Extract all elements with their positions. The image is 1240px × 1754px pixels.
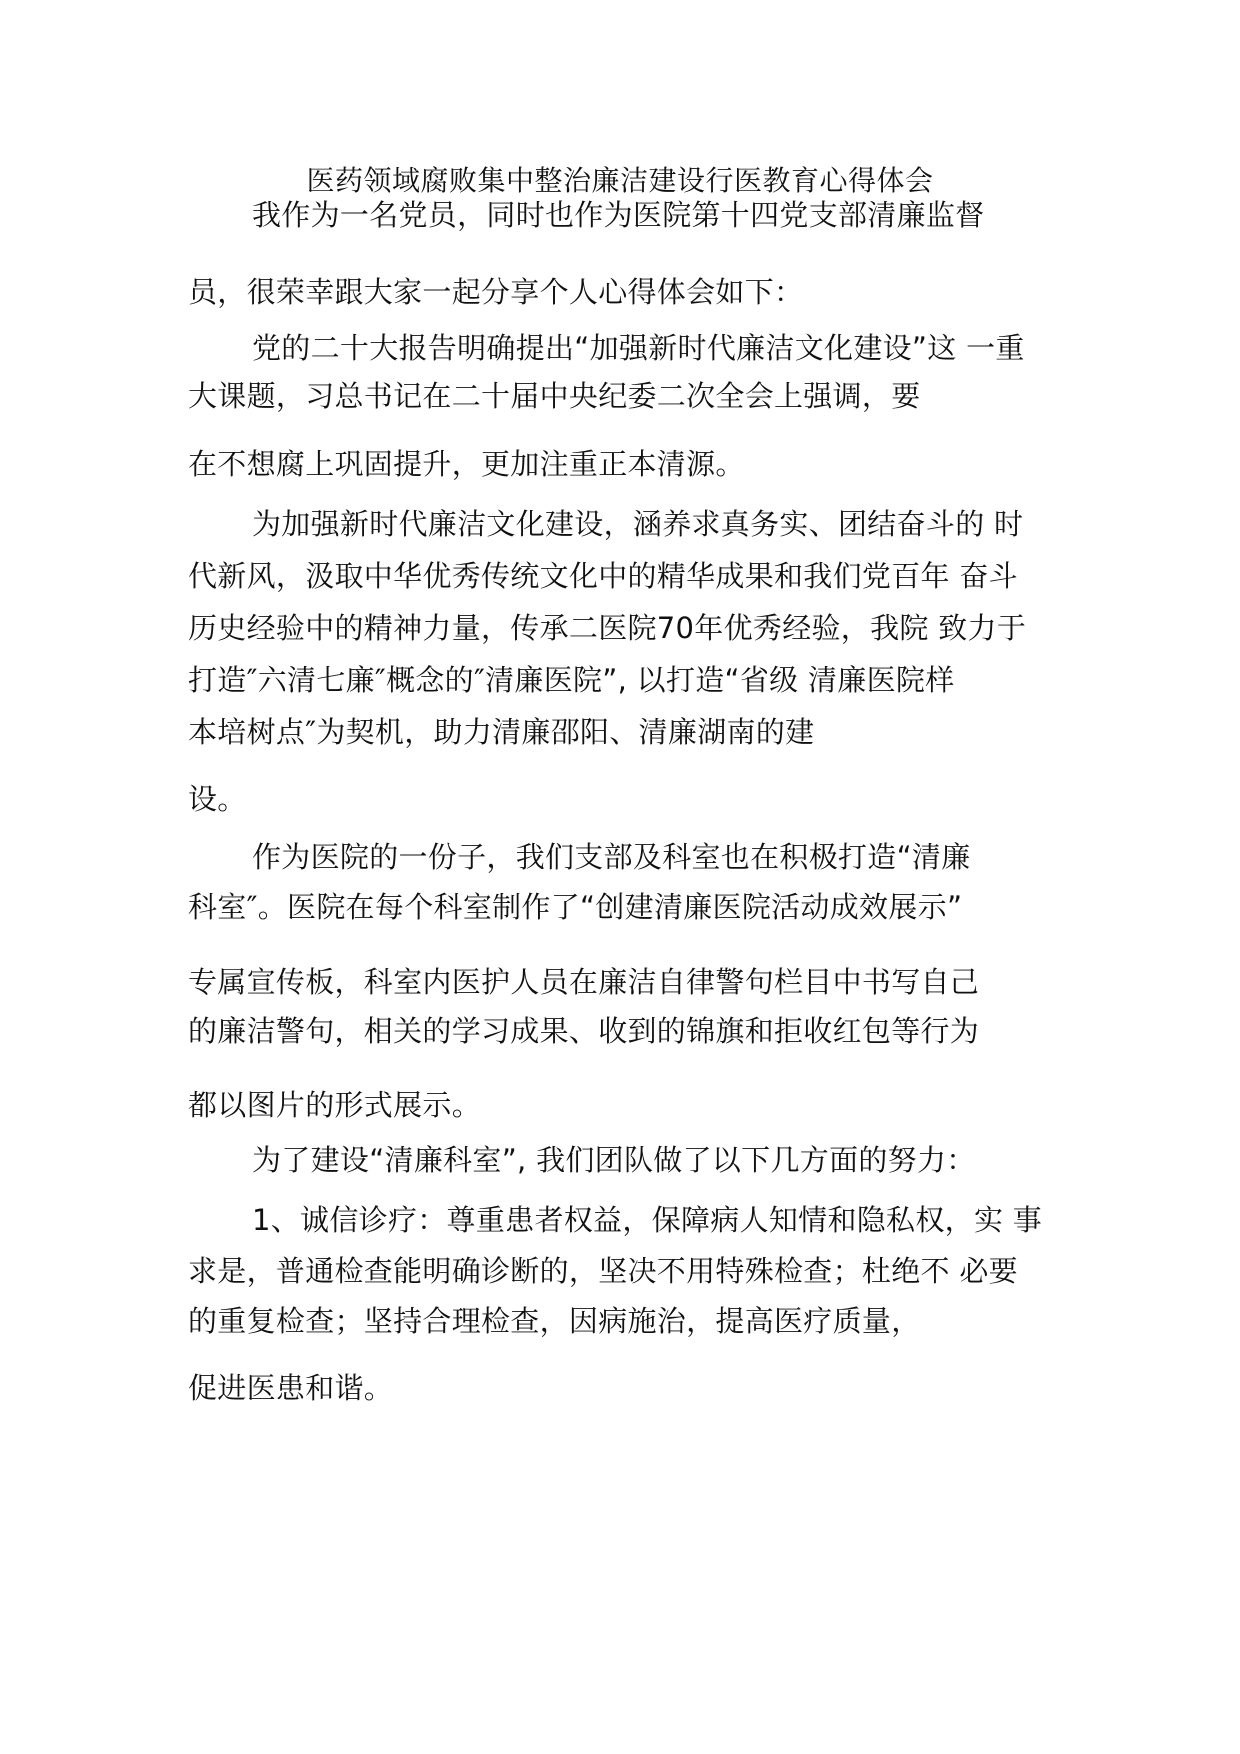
paragraph-line: 促进医患和谐。 (188, 1371, 394, 1405)
paragraph-line: 党的二十大报告明确提出“加强新时代廉洁文化建设”这 一重 (252, 331, 1025, 365)
paragraph-line: 在不想腐上巩固提升，更加注重正本清源。 (188, 447, 745, 481)
paragraph-line: 1、诚信诊疗：尊重患者权益，保障病人知情和隐私权，实 事 (252, 1203, 1043, 1237)
paragraph-line: 的廉洁警句，相关的学习成果、收到的锦旗和拒收红包等行为 (188, 1014, 980, 1048)
paragraph-line: 专属宣传板，科室内医护人员在廉洁自律警句栏目中书写自己 (188, 965, 980, 999)
paragraph-line: 科室″。医院在每个科室制作了“创建清廉医院活动成效展示” (188, 890, 963, 924)
paragraph-line: 求是，普通检查能明确诊断的，坚决不用特殊检查；杜绝不 必要 (188, 1254, 1018, 1288)
paragraph-line: 为加强新时代廉洁文化建设，涵养求真务实、团结奋斗的 时 (252, 507, 1024, 541)
document-title: 医药领域腐败集中整治廉洁建设行医教育心得体会 (306, 164, 934, 197)
paragraph-line: 为了建设“清廉科室”, 我们团队做了以下几方面的努力： (252, 1143, 976, 1177)
paragraph-line: 历史经验中的精神力量，传承二医院70年优秀经验，我院 致力于 (188, 611, 1027, 645)
paragraph-line: 大课题，习总书记在二十届中央纪委二次全会上强调，要 (188, 379, 921, 413)
paragraph-line: 的重复检查；坚持合理检查，因病施治，提高医疗质量， (188, 1304, 921, 1338)
paragraph-line: 打造″六清七廉″概念的″清廉医院”, 以打造“省级 清廉医院样 (188, 663, 955, 697)
paragraph-line: 本培树点″为契机，助力清廉邵阳、清廉湖南的建 (188, 715, 815, 749)
paragraph-line: 员，很荣幸跟大家一起分享个人心得体会如下： (188, 275, 804, 309)
paragraph-line: 设。 (188, 782, 247, 816)
paragraph-line: 我作为一名党员，同时也作为医院第十四党支部清廉监督 (252, 198, 985, 232)
paragraph-line: 代新风，汲取中华优秀传统文化中的精华成果和我们党百年 奋斗 (188, 559, 1018, 593)
paragraph-line: 作为医院的一份子，我们支部及科室也在积极打造“清廉 (252, 840, 971, 874)
paragraph-line: 都以图片的形式展示。 (188, 1088, 482, 1122)
